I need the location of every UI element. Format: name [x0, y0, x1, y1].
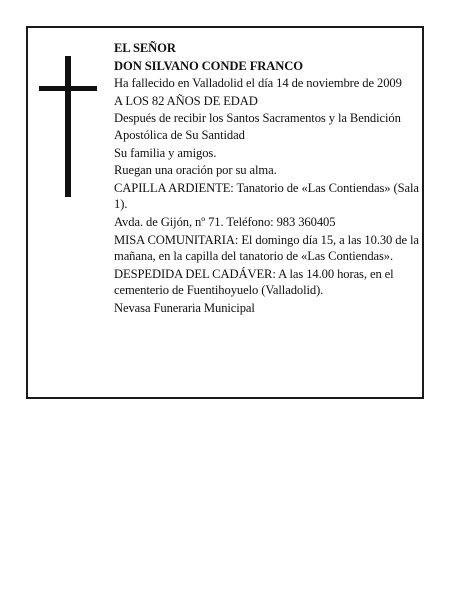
funeral-home: Nevasa Funeraria Municipal	[114, 300, 255, 315]
cross-icon	[39, 56, 97, 197]
deceased-name: DON SILVANO CONDE FRANCO	[114, 58, 303, 73]
notice-text	[114, 40, 424, 318]
age-line: A LOS 82 AÑOS DE EDAD	[114, 93, 258, 108]
cross-horizontal-bar	[39, 86, 97, 91]
notice-title: EL SEÑOR	[114, 41, 176, 55]
cross-vertical-bar	[65, 56, 71, 197]
prayer-line: Ruegan una oración por su alma.	[114, 163, 277, 178]
sacraments-line: Después de recibir los Santos Sacramentos y la Bendición Apostólica de Su Santidad	[114, 111, 401, 142]
mass-info: MISA COMUNITARIA: El domingo día 15, a las 10.30 de la mañana, en la capilla del tanatorio de «Las Contiendas».	[114, 232, 419, 264]
obituary-notice	[26, 26, 424, 399]
farewell-info: DESPEDIDA DEL CADÁVER: A las 14.00 horas, en el cementerio de Fuentihoyuelo (Valladolid).	[114, 266, 394, 298]
family-line: Su familia y amigos.	[114, 145, 217, 160]
address-info: Avda. de Gijón, nº 71. Teléfono: 983 360405	[114, 214, 336, 229]
death-info: Ha fallecido en Valladolid el día 14 de noviembre de 2009	[114, 76, 402, 91]
chapel-info: CAPILLA ARDIENTE: Tanatorio de «Las Contiendas» (Sala 1).	[114, 180, 419, 212]
